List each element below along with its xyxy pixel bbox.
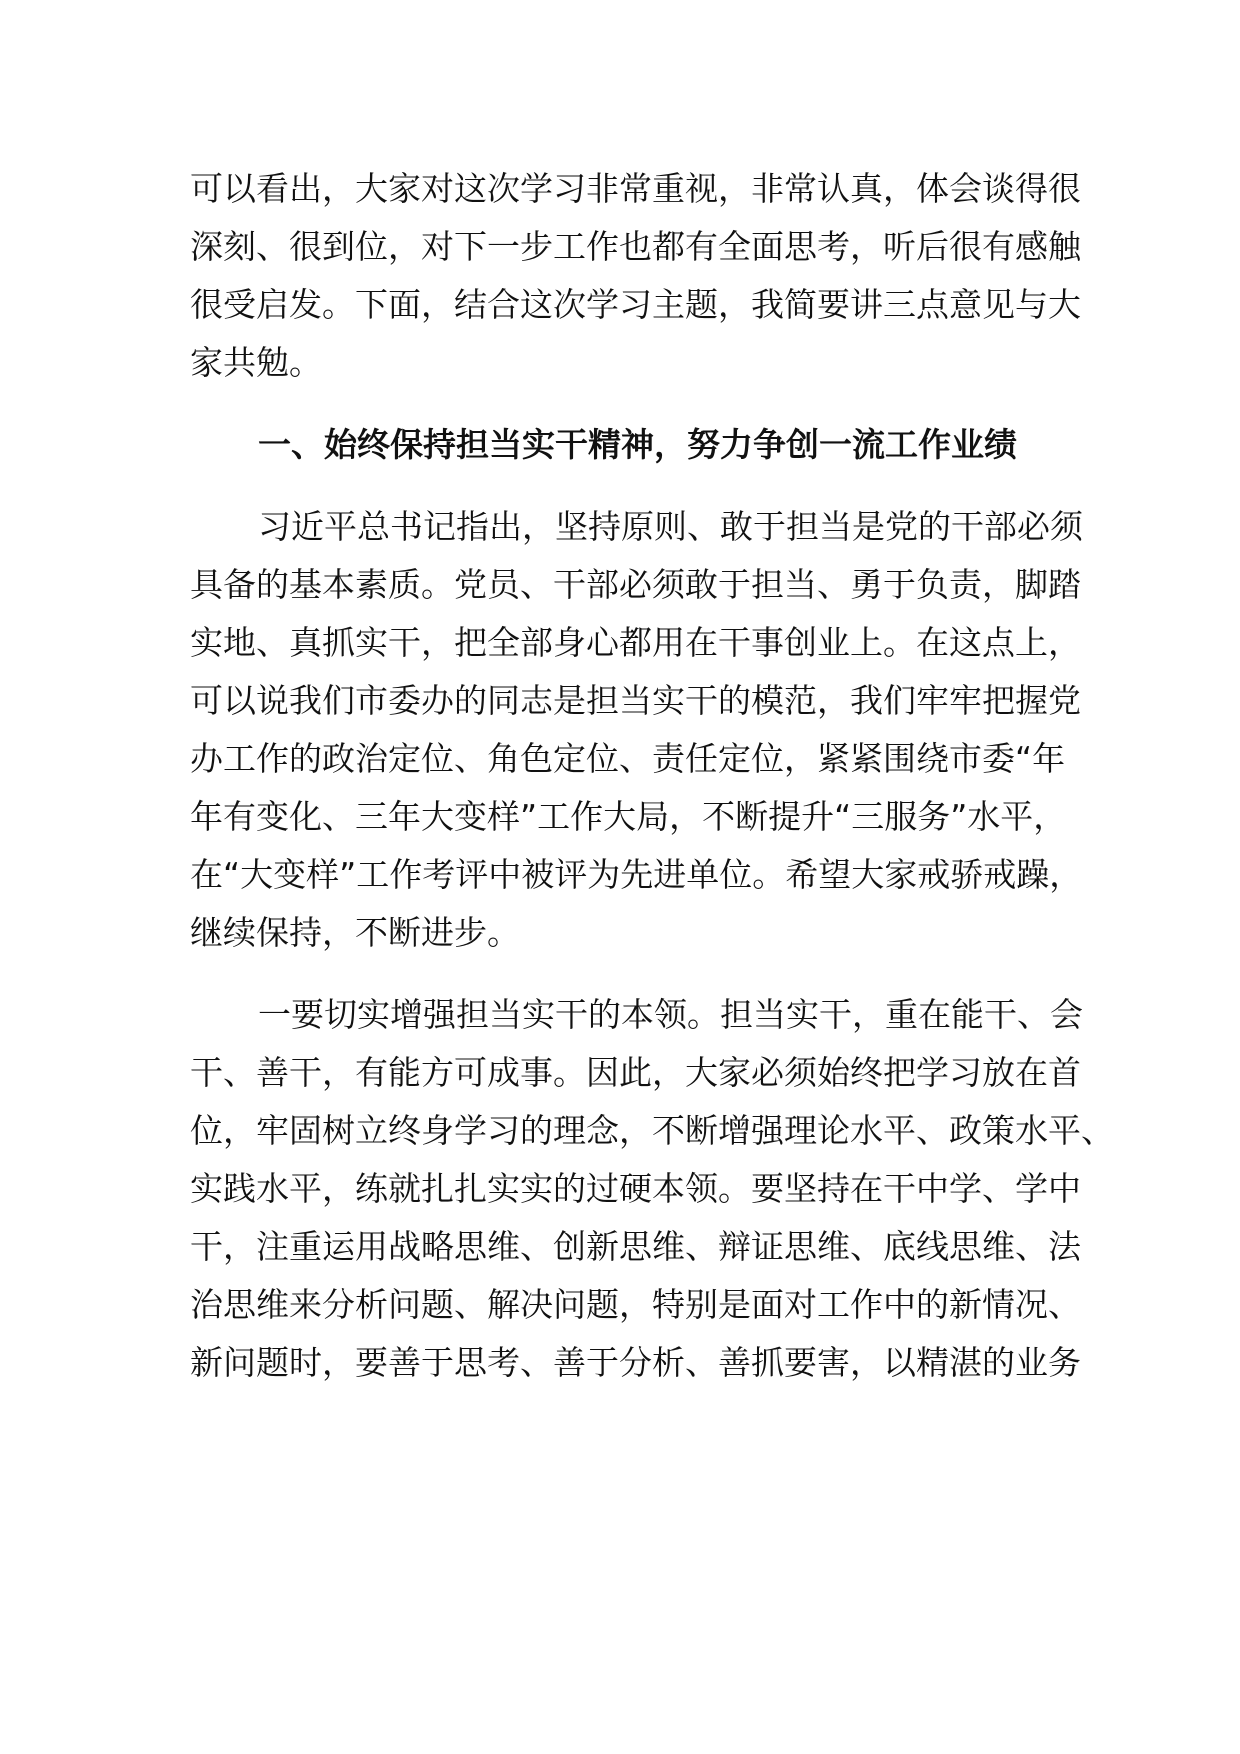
text-line: 深刻、很到位，对下一步工作也都有全面思考，听后很有感触 [190,227,1081,266]
paragraph-gap [190,474,1056,498]
text-line: 习近平总书记指出，坚持原则、敢于担当是党的干部必须 [258,507,1083,546]
paragraph-intro [190,160,1081,392]
text-line: 新问题时，要善于思考、善于分析、善抓要害，以精湛的业务 [190,1343,1081,1382]
paragraph-quote [190,498,1083,962]
text-line: 位，牢固树立终身学习的理念，不断增强理论水平、政策水平、 [190,1111,1114,1150]
text-line: 可以看出，大家对这次学习非常重视，非常认真，体会谈得很 [190,169,1081,208]
text-line: 年有变化、三年大变样”工作大局，不断提升“三服务”水平， [190,797,1067,836]
text-line: 具备的基本素质。党员、干部必须敢于担当、勇于负责，脚踏 [190,565,1081,604]
text-line: 实践水平，练就扎扎实实的过硬本领。要坚持在干中学、学中 [190,1169,1081,1208]
paragraph-gap [190,962,1056,986]
text-line: 办工作的政治定位、角色定位、责任定位，紧紧围绕市委“年 [190,739,1066,778]
text-line: 继续保持，不断进步。 [190,913,520,952]
paragraph-point-one [190,986,1114,1392]
text-line: 可以说我们市委办的同志是担当实干的模范，我们牢牢把握党 [190,681,1081,720]
text-line: 家共勉。 [190,343,322,382]
text-line: 一要切实增强担当实干的本领。担当实干，重在能干、会 [258,995,1083,1034]
section-heading [190,416,1056,474]
section-heading-text: 一、始终保持担当实干精神，努力争创一流工作业绩 [258,425,1017,464]
text-line: 很受启发。下面，结合这次学习主题，我简要讲三点意见与大 [190,285,1081,324]
text-line: 实地、真抓实干，把全部身心都用在干事创业上。在这点上， [190,623,1081,662]
document-body [190,160,1114,1392]
text-line: 干、善干，有能方可成事。因此，大家必须始终把学习放在首 [190,1053,1081,1092]
text-line: 干，注重运用战略思维、创新思维、辩证思维、底线思维、法 [190,1227,1081,1266]
text-line: 在“大变样”工作考评中被评为先进单位。希望大家戒骄戒躁， [190,855,1083,894]
text-line: 治思维来分析问题、解决问题，特别是面对工作中的新情况、 [190,1285,1081,1324]
paragraph-gap [190,392,1056,416]
